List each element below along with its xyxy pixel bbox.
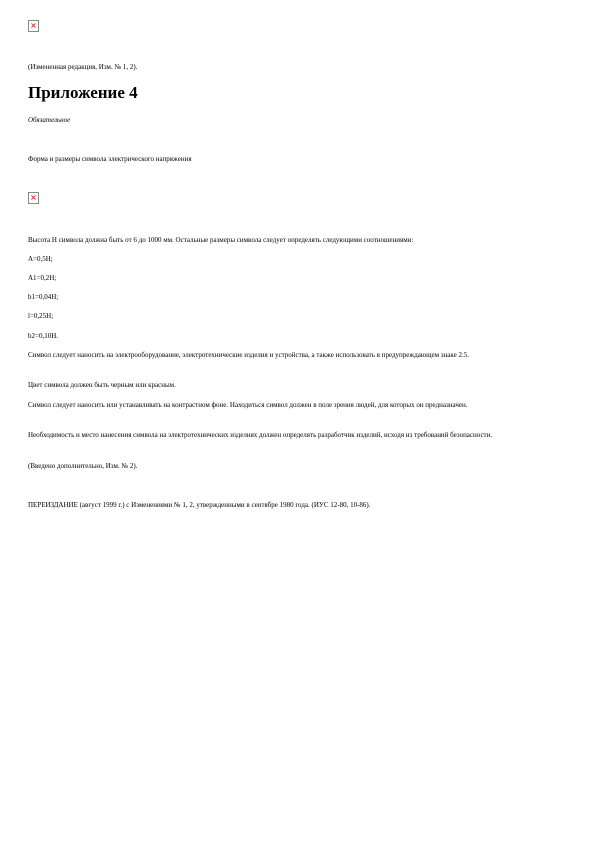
paragraph-necessity: Необходимость и место нанесения символа на электротехнических изделиях должен определять разработчик изделий, исходя из требований безопасности.: [28, 431, 493, 439]
broken-image-icon: ×: [28, 192, 39, 204]
paragraph-introduced: (Введено дополнительно, Изм. № 2).: [28, 462, 138, 470]
broken-image-icon: ×: [28, 20, 39, 32]
formula-b1: b1=0,04Н;: [28, 293, 59, 301]
paragraph-apply: Символ следует наносить на электрооборудование, электротехнические изделия и устройства, а также использовать в предупреждающем знаке 2.5.: [28, 351, 469, 359]
formula-a: А=0,5Н;: [28, 255, 53, 263]
revision-note: (Измененная редакция, Изм. № 1, 2).: [28, 63, 138, 71]
formula-a1: А1=0,2Н;: [28, 274, 57, 282]
page-title: Приложение 4: [28, 83, 138, 102]
paragraph-background: Символ следует наносить или устанавливать на контрастном фоне. Находиться символ должен в поле зрения людей, для которых он предназначен.: [28, 401, 468, 409]
page-subtitle: Обязательное: [28, 116, 71, 124]
section-title: Форма и размеры символа электрического напряжения: [28, 155, 192, 163]
paragraph-color: Цвет символа должен быть черным или красным.: [28, 381, 176, 389]
paragraph-height: Высота Н символа должна быть от 6 до 1000 мм. Остальные размеры символа следует определять следующими соотношениями:: [28, 236, 414, 244]
reissue-note: ПЕРЕИЗДАНИЕ (август 1999 г.) с Изменениями № 1, 2, утвержденными в сентябре 1980 года. (ИУС 12-80, 10-86).: [28, 501, 371, 509]
formula-l: l=0,25Н;: [28, 312, 54, 320]
formula-b2: b2=0,10Н.: [28, 332, 59, 340]
